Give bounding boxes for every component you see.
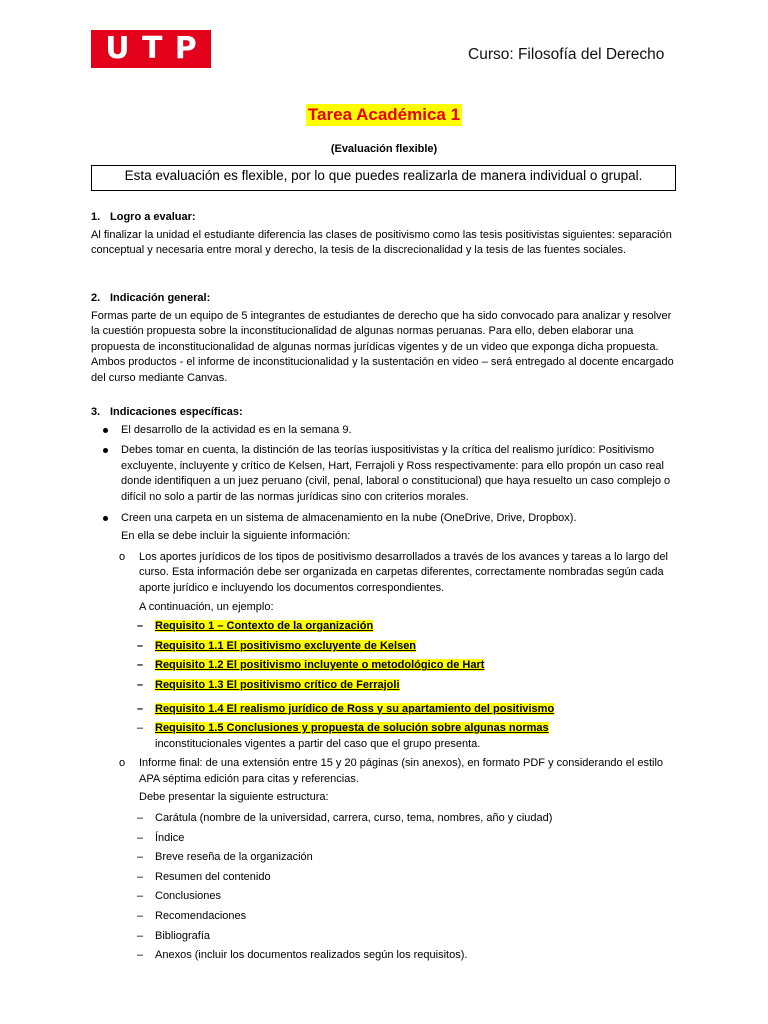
dash-icon: – <box>137 812 144 825</box>
estructura-item <box>91 831 681 847</box>
estructura-text: Índice <box>155 831 185 844</box>
section-text: Formas parte de un equipo de 5 integrantes de estudiantes de derecho que ha sido convocado para analizar y resolver la cuestión propuesta sobre la inconstitucionalidad de algunas normas peruanas. Para ello, deben elaborar una propuesta de inconstitucionalidad de algunas normas jurídicas vigentes y de un video que exponga dicha propuesta. Ambos productos - el informe de inconstitucionalidad y la sustentación en video – será entregado al docente encargado del curso mediante Canvas. <box>91 309 674 384</box>
dash-icon: – <box>137 949 144 962</box>
section-title: Indicaciones específicas: <box>110 406 243 418</box>
flexible-notice-box: Esta evaluación es flexible, por lo que puedes realizarla de manera individual o grupal. <box>91 165 676 191</box>
estructura-item <box>91 909 681 925</box>
requisito-item <box>91 678 681 694</box>
utp-logo <box>91 30 211 68</box>
requisito-continuation: inconstitucionales vigentes a partir del caso que el grupo presenta. <box>155 737 481 750</box>
estructura-text: Conclusiones <box>155 890 222 903</box>
requisito-item <box>91 658 681 674</box>
bullet-text: El desarrollo de la actividad es en la semana 9. <box>121 423 352 436</box>
bullet-text: Creen una carpeta en un sistema de almacenamiento en la nube (OneDrive, Drive, Dropbox). <box>121 511 577 524</box>
section-indicaciones-especificas <box>91 405 681 964</box>
section-heading <box>91 210 681 226</box>
dash-icon: – <box>137 659 144 672</box>
sub-item-text: Informe final: de una extensión entre 15 y 20 páginas (sin anexos), en formato PDF y considerando el estilo APA séptima edición para citas y referencias. <box>139 757 664 785</box>
dash-icon: – <box>137 831 144 844</box>
estructura-item <box>91 889 681 905</box>
dash-icon: – <box>137 702 144 715</box>
circle-bullet-icon: o <box>119 757 126 770</box>
bullet-icon <box>103 448 108 453</box>
estructura-text: Carátula (nombre de la universidad, carrera, curso, tema, nombres, año y ciudad) <box>155 812 553 825</box>
requisito-text: Requisito 1.2 El positivismo incluyente o metodológico de Hart <box>155 659 485 672</box>
estructura-text: Resumen del contenido <box>155 870 271 883</box>
bullet-item <box>91 443 681 505</box>
requisito-text: Requisito 1.5 Conclusiones y propuesta de solución sobre algunas normas <box>155 722 549 735</box>
bullet-text: Debes tomar en cuenta, la distinción de las teorías iuspositivistas y la crítica del realismo jurídico: Positivismo excluyente, incluyente y crítico de Kelsen, Hart, Ferrajoli y Ross respectivamente: para ello propón un caso real donde identifiquen a un juez peruano (civil, penal, laboral o constitucional) que haya resuelto un caso complejo o difícil no solo a partir de las normas jurídicas sino con criterios morales. <box>121 444 671 503</box>
dash-icon: – <box>137 678 144 691</box>
requisito-text: Requisito 1.3 El positivismo crítico de Ferrajoli <box>155 678 400 691</box>
dash-icon: – <box>137 890 144 903</box>
requisito-item <box>91 619 681 635</box>
section-indicacion-general <box>91 291 681 387</box>
bullet-follow-text: En ella se debe incluir la siguiente información: <box>121 530 351 543</box>
estructura-text: Breve reseña de la organización <box>155 851 313 864</box>
bullet-icon <box>103 516 108 521</box>
requisito-item <box>91 639 681 655</box>
section-heading <box>91 405 681 421</box>
estructura-item <box>91 929 681 945</box>
document-title: Tarea Académica 1 <box>307 105 461 124</box>
dash-icon: – <box>137 620 144 633</box>
section-logro <box>91 210 681 259</box>
requisito-text: Requisito 1.1 El positivismo excluyente de Kelsen <box>155 639 417 652</box>
section-title: Logro a evaluar: <box>110 211 196 223</box>
estructura-text: Recomendaciones <box>155 910 247 923</box>
dash-icon: – <box>137 851 144 864</box>
circle-bullet-icon: o <box>119 550 126 563</box>
section-number: 3. <box>91 406 101 418</box>
section-number: 2. <box>91 292 101 304</box>
logo-letter: P <box>174 31 197 66</box>
section-number: 1. <box>91 211 101 223</box>
section-heading <box>91 291 681 307</box>
dash-icon: – <box>137 722 144 735</box>
document-subtitle: (Evaluación flexible) <box>330 143 438 155</box>
estructura-item <box>91 870 681 886</box>
requisito-text: Requisito 1.4 El realismo jurídico de Ross y su apartamiento del positivismo <box>155 702 555 715</box>
example-intro: A continuación, un ejemplo: <box>139 600 274 613</box>
requisito-item <box>91 702 681 718</box>
logo-letter: U <box>105 31 130 66</box>
sub-item-text: Los aportes jurídicos de los tipos de positivismo desarrollados a través de los avances y tareas a lo largo del curso. Esta información debe ser organizada en carpetas diferentes, correctamente nombradas según cada aporte jurídico e incluyendo los documentos correspondientes. <box>139 550 668 594</box>
estructura-item <box>91 850 681 866</box>
dash-icon: – <box>137 910 144 923</box>
bullet-icon <box>103 428 108 433</box>
estructura-item <box>91 811 681 827</box>
estructura-text: Anexos (incluir los documentos realizados según los requisitos). <box>155 949 468 962</box>
estructura-item <box>91 948 681 964</box>
structure-intro: Debe presentar la siguiente estructura: <box>139 791 329 804</box>
dash-icon: – <box>137 639 144 652</box>
dash-icon: – <box>137 870 144 883</box>
section-text: Al finalizar la unidad el estudiante diferencia las clases de positivismo como las tesis positivistas siguientes: separación conceptual y necesaria entre moral y derecho, la tesis de la discrecionalidad y la tesis de las fuentes sociales. <box>91 228 672 257</box>
requisito-item <box>91 721 681 737</box>
course-name: Curso: Filosofía del Derecho <box>468 46 665 63</box>
sub-item <box>91 756 681 787</box>
bullet-item <box>91 511 681 527</box>
bullet-item <box>91 423 681 439</box>
dash-icon: – <box>137 929 144 942</box>
logo-letter: T <box>141 31 163 66</box>
sub-item <box>91 550 681 597</box>
requisito-text: Requisito 1 – Contexto de la organización <box>155 620 374 633</box>
estructura-text: Bibliografía <box>155 929 211 942</box>
section-title: Indicación general: <box>110 292 211 304</box>
